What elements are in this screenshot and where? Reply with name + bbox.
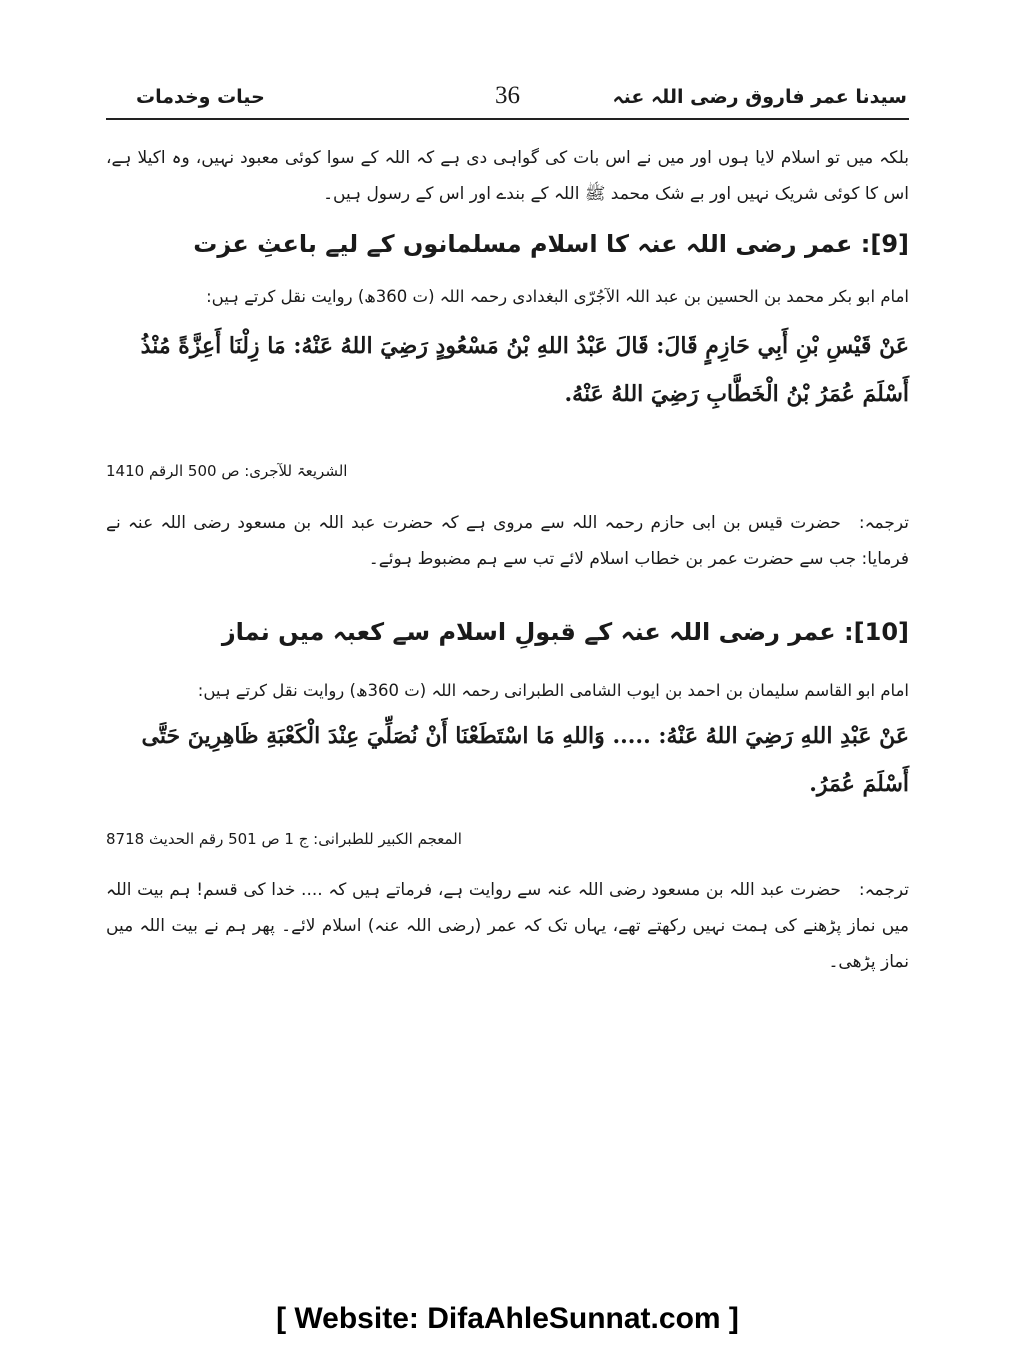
intro-paragraph: بلکہ میں تو اسلام لایا ہوں اور میں نے اس بات کی گواہی دی ہے کہ اللہ کے سوا کوئی معبود نہیں، وہ اکیلا ہے، اس کا کوئی شریک نہیں اور بے شک محمد ﷺ اللہ کے بندے اور اس کے رسول ہیں۔ bbox=[106, 148, 909, 204]
section-10-arabic-text: عَنْ عَبْدِ اللهِ رَضِيَ اللهُ عَنْهُ: ..... وَاللهِ مَا اسْتَطَعْنَا أَنْ نُصَلِّيَ عِنْدَ الْكَعْبَةِ ظَاهِرِينَ حَتَّى أَسْلَمَ عُمَرُ. bbox=[141, 723, 909, 797]
book-title: حیات وخدمات bbox=[136, 86, 265, 108]
translation-text: حضرت قیس بن ابی حازم رحمہ اللہ سے مروی ہے کہ حضرت عبد اللہ بن مسعود رضی اللہ عنہ نے فرمایا: جب سے حضرت عمر بن خطاب اسلام لائے تب سے ہم مضبوط ہوئے۔ bbox=[106, 513, 909, 569]
page-number: 36 bbox=[495, 82, 520, 109]
translation-text: حضرت عبد اللہ بن مسعود رضی اللہ عنہ سے روایت ہے، فرماتے ہیں کہ .... خدا کی قسم! ہم بیت اللہ میں نماز پڑھنے کی ہمت نہیں رکھتے تھے، یہاں تک کہ عمر (رضی اللہ عنہ) اسلام لائے۔ پھر ہم نے بیت اللہ میں نماز پڑھی۔ bbox=[106, 880, 909, 972]
translation-label: ترجمہ: bbox=[858, 513, 909, 533]
website-footer: [ Website: DifaAhleSunnat.com ] bbox=[276, 1302, 739, 1335]
section-10-reference: المعجم الکبیر للطبرانی: ج 1 ص 501 رقم الحدیث 8718 bbox=[106, 830, 462, 848]
section-9-reference: الشریعۃ للآجری: ص 500 الرقم 1410 bbox=[106, 462, 348, 480]
section-9-arabic-text: عَنْ قَيْسِ بْنِ أَبِي حَازِمٍ قَالَ: قَالَ عَبْدُ اللهِ بْنُ مَسْعُودٍ رَضِيَ اللهُ عَنْهُ: مَا زِلْنَا أَعِزَّةً مُنْذُ أَسْلَمَ عُمَرُ بْنُ الْخَطَّابِ رَضِيَ اللهُ عَنْهُ. bbox=[140, 333, 909, 407]
section-9-heading: [9]: عمر رضی اللہ عنہ کا اسلام مسلمانوں کے لیے باعثِ عزت bbox=[193, 230, 909, 258]
section-10-translation bbox=[106, 872, 909, 980]
page-header bbox=[106, 82, 909, 120]
section-9-translation bbox=[106, 505, 909, 577]
section-10-intro: امام ابو القاسم سلیمان بن احمد بن ایوب الشامی الطبرانی رحمہ اللہ (ت 360ھ) روایت نقل کرتے ہیں: bbox=[197, 681, 909, 700]
subject-title: سیدنا عمر فاروق رضی اللہ عنہ bbox=[612, 86, 907, 108]
section-9-intro: امام ابو بکر محمد بن الحسین بن عبد اللہ الآجُرّی البغدادی رحمہ اللہ (ت 360ھ) روایت نقل کرتے ہیں: bbox=[206, 287, 909, 306]
section-10-heading: [10]: عمر رضی اللہ عنہ کے قبولِ اسلام سے کعبہ میں نماز bbox=[221, 618, 909, 646]
translation-label: ترجمہ: bbox=[858, 880, 909, 900]
